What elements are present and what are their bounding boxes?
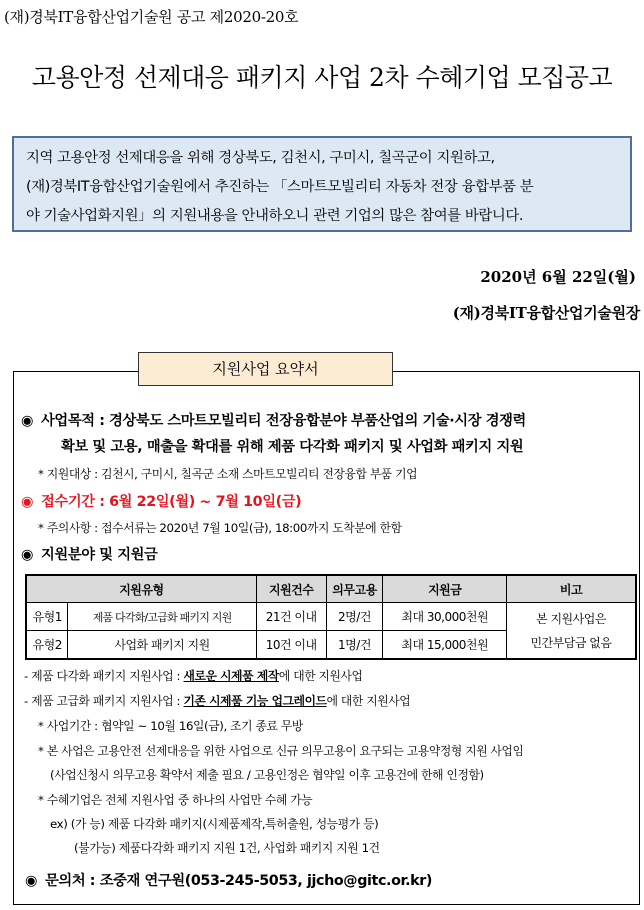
- table-cell: 최대 30,000천원: [383, 603, 507, 631]
- table-cell: 유형1: [26, 603, 68, 631]
- page-title: 고용안정 선제대응 패키지 사업 2차 수혜기업 모집공고: [31, 63, 613, 92]
- remark-line-1: 본 지원사업은: [536, 611, 606, 626]
- table-cell: 유형2: [26, 631, 68, 660]
- table-cell: 사업화 패키지 지원: [68, 631, 256, 660]
- period-text: 접수기간 : 6월 22일(월) ~ 7월 10일(금): [41, 494, 302, 510]
- table-header: 지원금: [383, 575, 507, 603]
- table-cell: 1명/건: [326, 631, 383, 660]
- summary-title: 지원사업 요약서: [138, 352, 393, 386]
- intro-box: [12, 136, 632, 232]
- note-single-benefit: * 수혜기업은 전체 지원사업 중 하나의 사업만 수혜 가능: [38, 793, 313, 807]
- table-cell: 10건 이내: [256, 631, 326, 660]
- note-upgrade: [24, 692, 410, 709]
- contact-info: [25, 870, 432, 890]
- table-cell: 최대 15,000천원: [383, 631, 507, 660]
- note-example-impossible: (불가능) 제품다각화 패키지 지원 1건, 사업화 패키지 지원 1건: [74, 841, 380, 855]
- table-cell: 21건 이내: [256, 603, 326, 631]
- intro-line-3: 야 기술사업화지원」의 지원내용을 안내하오니 관련 기업의 많은 참여를 바랍니다.: [26, 208, 524, 224]
- note-suffix: 에 대한 지원사업: [326, 694, 411, 708]
- intro-line-2: (재)경북IT융합산업기술원에서 추진하는 「스마트모빌리티 자동차 전장 융합부품 분: [26, 179, 534, 195]
- period-note: * 주의사항 : 접수서류는 2020년 7월 10일(금), 18:00까지 도착분에 한함: [38, 521, 402, 535]
- note-prefix: - 제품 고급화 패키지 지원사업 :: [24, 694, 184, 708]
- target-note: * 지원대상 : 김천시, 구미시, 칠곡군 소재 스마트모빌리티 전장융합 부품 기업: [38, 467, 418, 481]
- note-employment-detail: (사업신청시 의무고용 확약서 제출 필요 / 고용인정은 협약일 이후 고용건에 한해 인정함): [50, 768, 484, 782]
- support-table: [25, 574, 637, 660]
- note-emphasis: 새로운 시제품 제작: [183, 669, 279, 683]
- fields-heading-text: 지원분야 및 지원금: [41, 547, 158, 563]
- remark-line-2: 민간부담금 없음: [530, 635, 612, 650]
- table-row: [26, 603, 636, 631]
- purpose-line-1: [21, 410, 526, 430]
- table-header: 지원유형: [26, 575, 256, 603]
- notice-number: (재)경북IT융합산업기술원 공고 제2020-20호: [4, 8, 299, 26]
- bullet-icon: ◉: [21, 547, 34, 563]
- bullet-icon: ◉: [25, 873, 38, 889]
- note-period: * 사업기간 : 협약일 ~ 10월 16일(금), 조기 종료 무방: [38, 719, 303, 733]
- table-cell: 2명/건: [326, 603, 383, 631]
- note-diversify: [24, 667, 363, 684]
- bullet-icon: ◉: [21, 494, 34, 510]
- note-employment: * 본 사업은 고용안전 선제대응을 위한 사업으로 신규 의무고용이 요구되는 고용약정형 지원 사업임: [38, 744, 524, 758]
- contact-text: 문의처 : 조중재 연구원(053-245-5053, jjcho@gitc.or.kr): [45, 873, 433, 889]
- table-header-row: [26, 575, 636, 603]
- purpose-text-1: 사업목적 : 경상북도 스마트모빌리티 전장융합분야 부품산업의 기술·시장 경쟁력: [41, 413, 526, 429]
- note-emphasis: 기존 시제품 기능 업그레이드: [183, 694, 327, 708]
- intro-line-1: 지역 고용안정 선제대응을 위해 경상북도, 김천시, 구미시, 칠곡군이 지원하고,: [26, 150, 495, 166]
- organization-signature: (재)경북IT융합산업기술원장: [452, 304, 640, 322]
- table-header: 지원건수: [256, 575, 326, 603]
- note-suffix: 에 대한 지원사업: [278, 669, 363, 683]
- fields-heading: [21, 544, 157, 564]
- table-header: 의무고용: [326, 575, 383, 603]
- table-remark-cell: [507, 603, 637, 660]
- note-example-possible: ex) (가 능) 제품 다각화 패키지(시제품제작,특허출원, 성능평가 등): [50, 817, 379, 831]
- table-cell: 제품 다각화/고급화 패키지 지원: [68, 603, 256, 631]
- table-header: 비고: [507, 575, 637, 603]
- purpose-line-2: 확보 및 고용, 매출을 확대를 위해 제품 다각화 패키지 및 사업화 패키지 지원: [61, 439, 524, 455]
- application-period: [21, 491, 301, 511]
- note-prefix: - 제품 다각화 패키지 지원사업 :: [24, 669, 184, 683]
- announcement-date: 2020년 6월 22일(월): [480, 268, 636, 286]
- bullet-icon: ◉: [21, 413, 34, 429]
